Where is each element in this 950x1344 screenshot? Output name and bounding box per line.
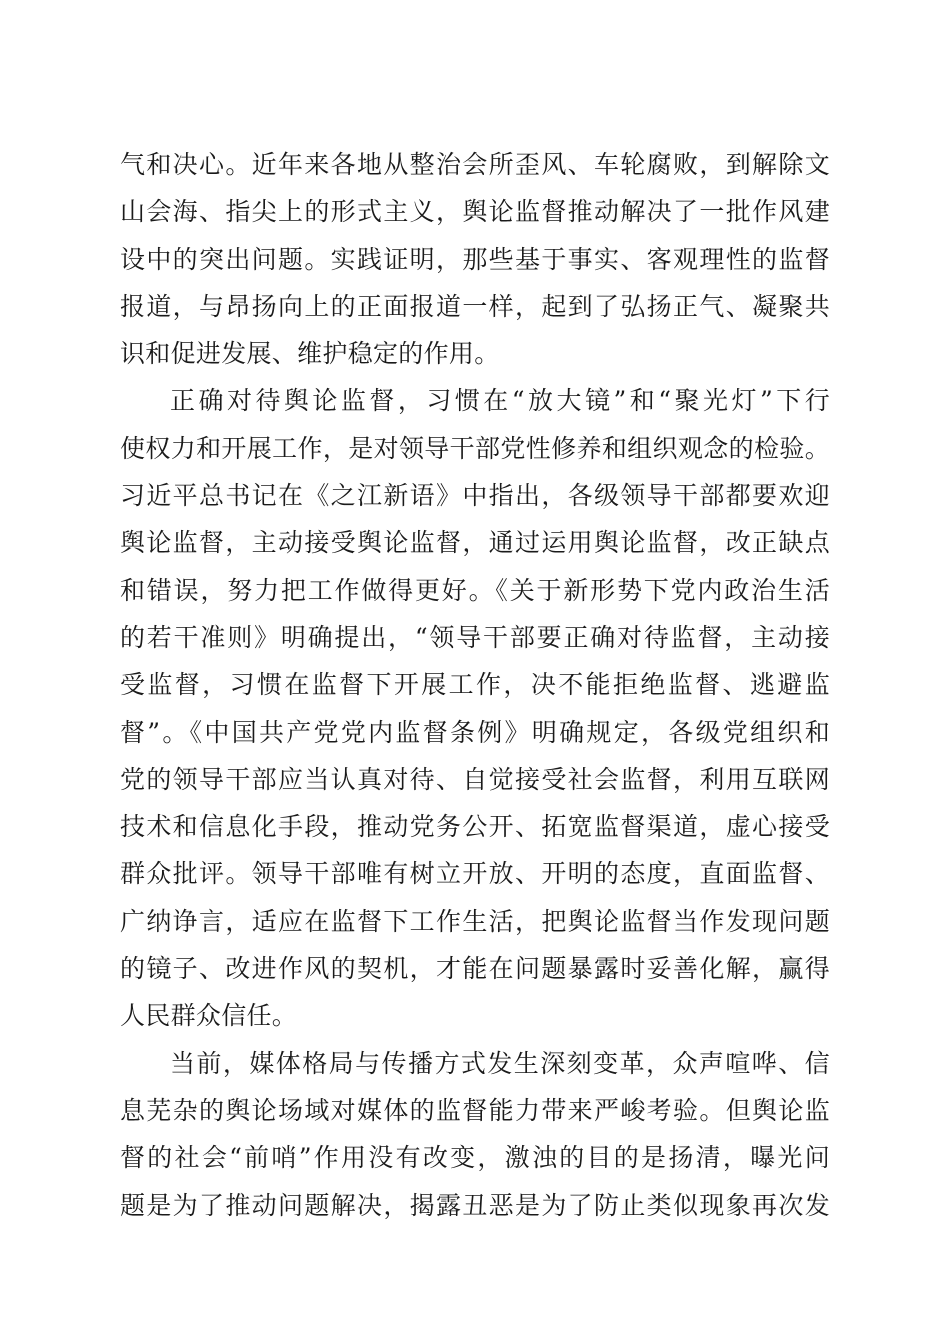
text-line: 山会海、指尖上的形式主义，舆论监督推动解决了一批作风建: [120, 197, 830, 227]
text-line: 报道，与昂扬向上的正面报道一样，起到了弘扬正气、凝聚共: [120, 291, 830, 321]
text-line: 舆论监督，主动接受舆论监督，通过运用舆论监督，改正缺点: [120, 528, 830, 558]
document-body: [120, 141, 830, 1229]
text-line: 设中的突出问题。实践证明，那些基于事实、客观理性的监督: [120, 244, 830, 274]
text-line: 息芜杂的舆论场域对媒体的监督能力带来严峻考验。但舆论监: [120, 1095, 830, 1125]
paragraph: [120, 1040, 830, 1229]
paragraph: [120, 377, 830, 1039]
text-line: 技术和信息化手段，推动党务公开、拓宽监督渠道，虚心接受: [120, 812, 830, 842]
text-line: 习近平总书记在《之江新语》中指出，各级领导干部都要欢迎: [120, 481, 830, 511]
text-line: 气和决心。近年来各地从整治会所歪风、车轮腐败，到解除文: [120, 150, 830, 179]
text-line: 受监督，习惯在监督下开展工作，决不能拒绝监督、逃避监: [120, 670, 830, 700]
text-line: 督的社会“前哨”作用没有改变，激浊的目的是扬清，曝光问: [120, 1143, 830, 1173]
text-line: 的若干准则》明确提出，“领导干部要正确对待监督，主动接: [120, 622, 830, 652]
text-line: 的镜子、改进作风的契机，才能在问题暴露时妥善化解，赢得: [120, 954, 830, 984]
text-line: 当前，媒体格局与传播方式发生深刻变革，众声喧哗、信: [170, 1048, 830, 1078]
paragraph: [120, 141, 830, 377]
text-line: 正确对待舆论监督，习惯在“放大镜”和“聚光灯”下行: [170, 386, 830, 416]
text-line: 人民群众信任。: [120, 1001, 298, 1031]
text-line: 识和促进发展、维护稳定的作用。: [120, 339, 500, 369]
text-line: 和错误，努力把工作做得更好。《关于新形势下党内政治生活: [120, 575, 830, 605]
text-line: 群众批评。领导干部唯有树立开放、开明的态度，直面监督、: [120, 859, 830, 889]
text-line: 督”。《中国共产党党内监督条例》明确规定，各级党组织和: [120, 717, 830, 747]
text-line: 党的领导干部应当认真对待、自觉接受社会监督，利用互联网: [120, 764, 830, 794]
text-line: 使权力和开展工作，是对领导干部党性修养和组织观念的检验。: [120, 433, 830, 463]
text-line: 广纳诤言，适应在监督下工作生活，把舆论监督当作发现问题: [120, 906, 830, 936]
text-line: 题是为了推动问题解决，揭露丑恶是为了防止类似现象再次发: [120, 1190, 830, 1220]
